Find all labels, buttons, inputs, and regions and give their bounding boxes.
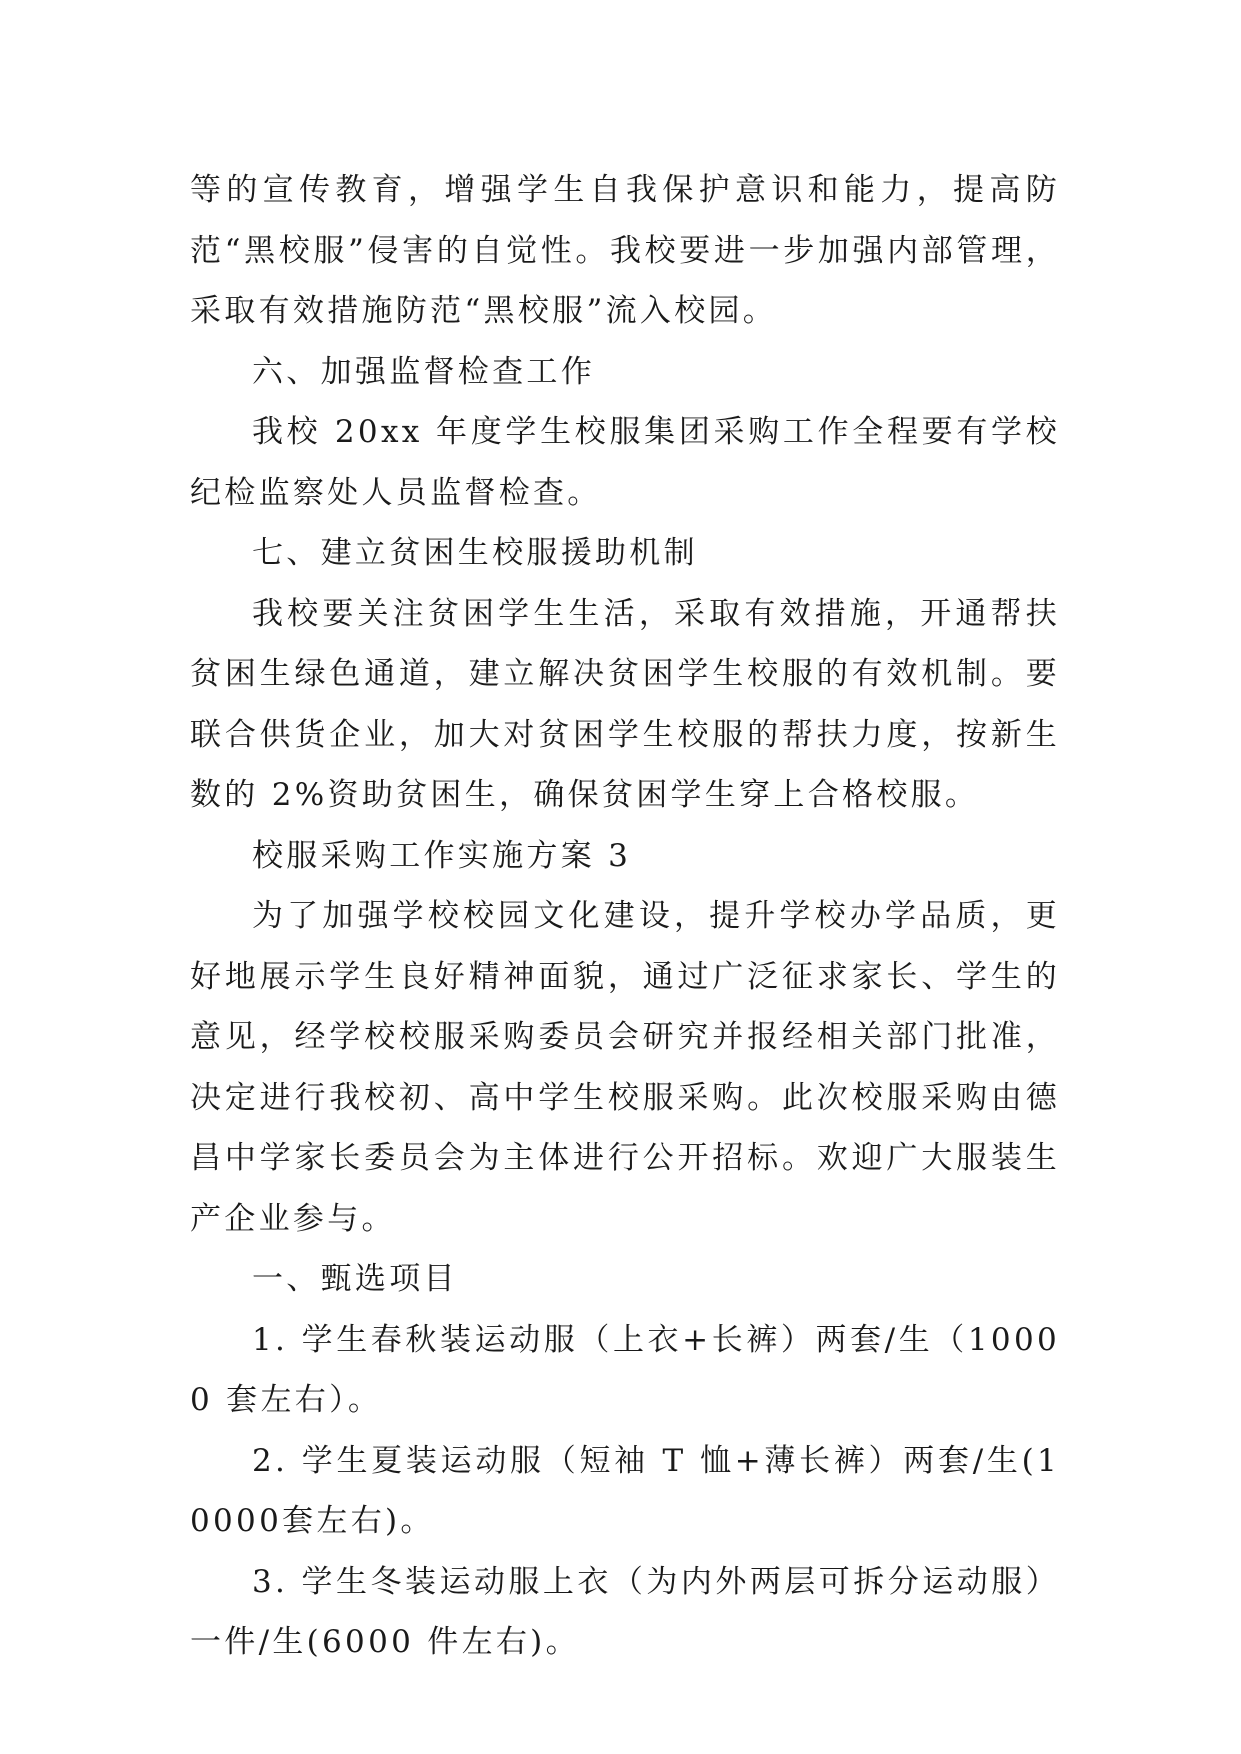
paragraph-continued: 等的宣传教育，增强学生自我保护意识和能力，提高防范“黑校服”侵害的自觉性。我校要进一步加强内部管理，采取有效措施防范“黑校服”流入校园。 xyxy=(190,172,1060,329)
list-item-1: 1. 学生春秋装运动服（上衣+长裤）两套/生（10000 套左右）。 xyxy=(190,1321,1060,1418)
paragraph-supervision: 我校 20xx 年度学生校服集团采购工作全程要有学校纪检监察处人员监督检查。 xyxy=(190,414,1060,511)
section-heading-aid: 七、建立贫困生校服援助机制 xyxy=(252,535,698,571)
paragraph-aid: 我校要关注贫困学生生活，采取有效措施，开通帮扶贫困生绿色通道，建立解决贫困学生校服的有效机制。要联合供货企业，加大对贫困学生校服的帮扶力度，按新生数的 2%资助贫困生，确保贫困学生穿上合格校服。 xyxy=(190,595,1060,813)
paragraph-intro: 为了加强学校校园文化建设，提升学校办学品质，更好地展示学生良好精神面貌，通过广泛征求家长、学生的意见，经学校校服采购委员会研究并报经相关部门批准，决定进行我校初、高中学生校服采购。此次校服采购由德昌中学家长委员会为主体进行公开招标。欢迎广大服装生产企业参与。 xyxy=(190,898,1060,1237)
section-heading-supervision: 六、加强监督检查工作 xyxy=(252,353,595,390)
list-item-3: 3. 学生冬装运动服上衣（为内外两层可拆分运动服）一件/生(6000 件左右)。 xyxy=(190,1563,1060,1660)
plan-title: 校服采购工作实施方案 3 xyxy=(252,837,632,874)
document-body xyxy=(190,160,1060,1673)
section-heading-items: 一、甄选项目 xyxy=(252,1261,458,1297)
list-item-2: 2. 学生夏装运动服（短袖 T 恤+薄长裤）两套/生(10000套左右)。 xyxy=(190,1442,1060,1539)
